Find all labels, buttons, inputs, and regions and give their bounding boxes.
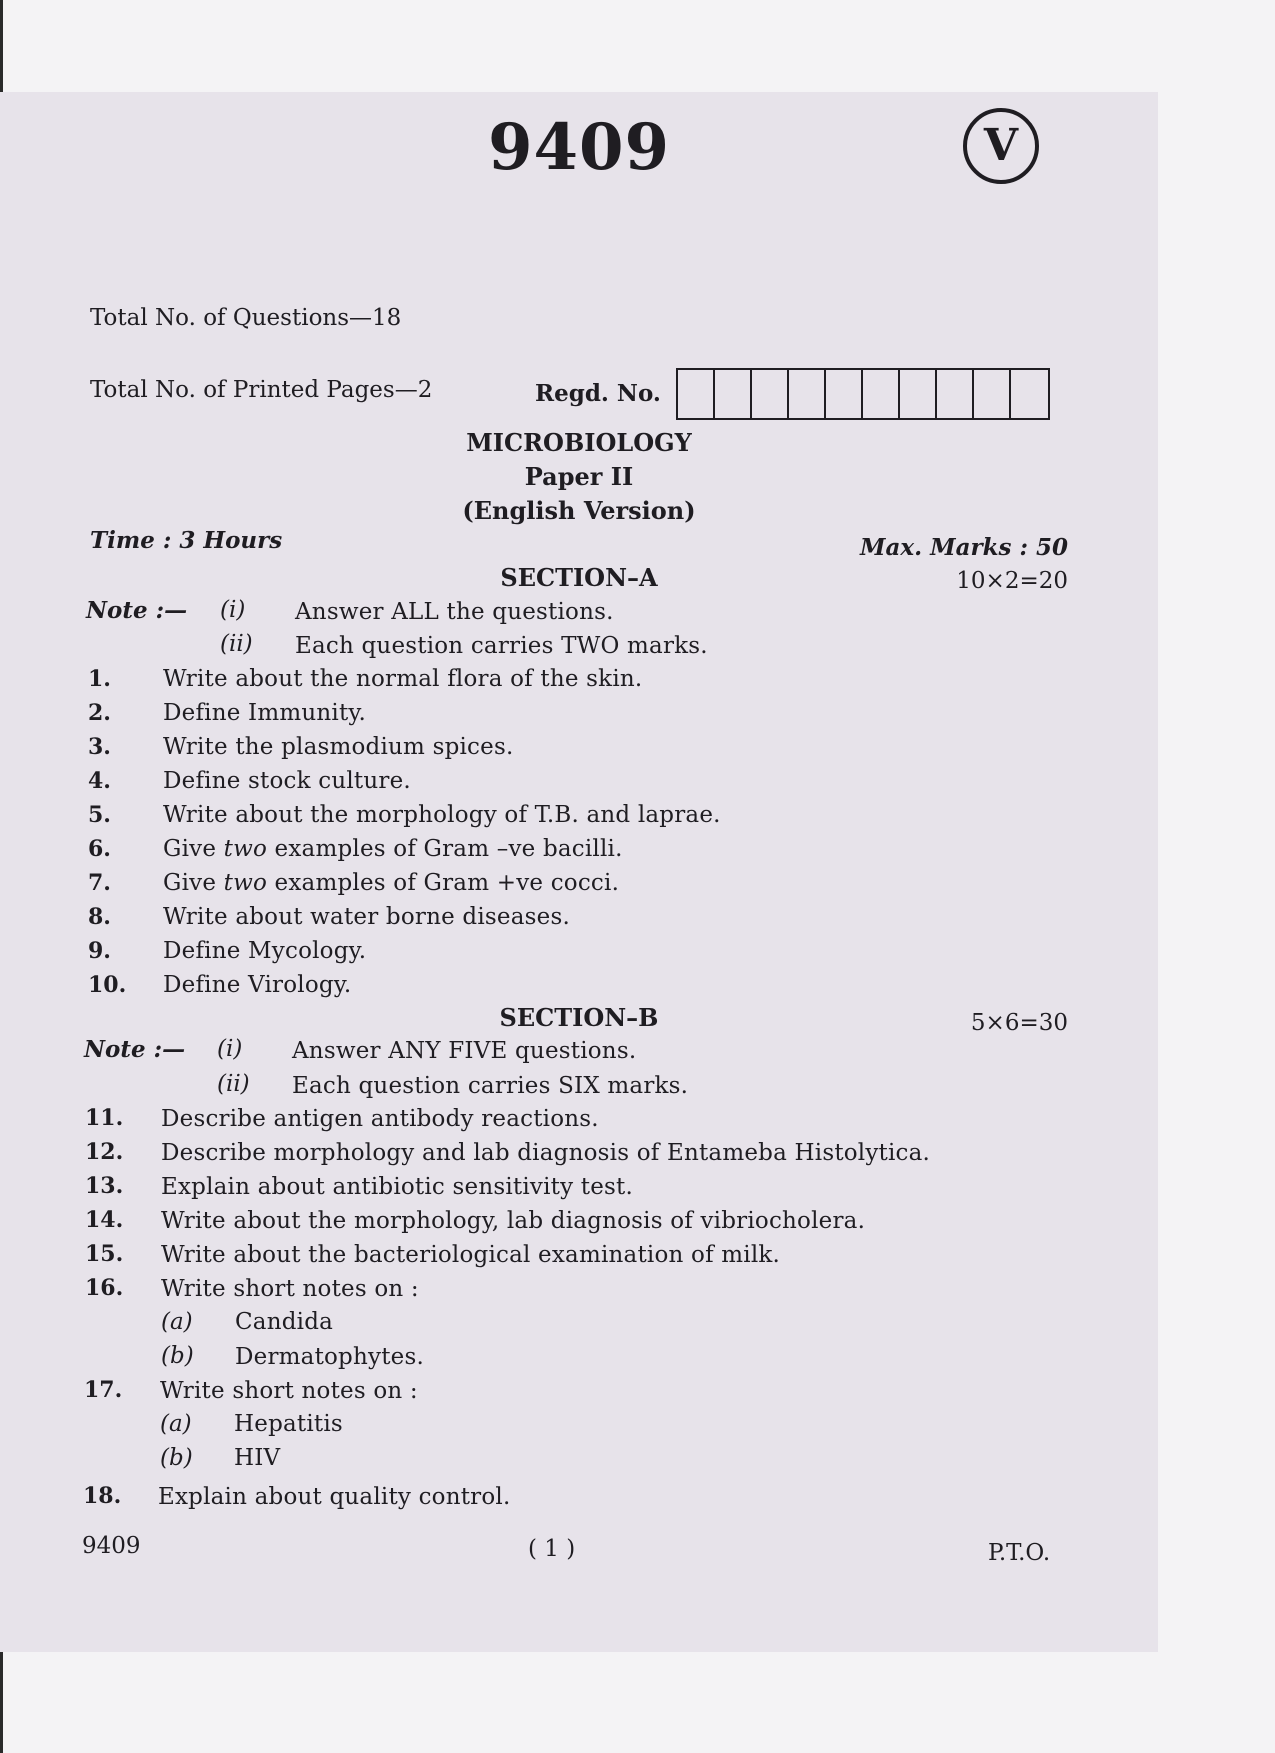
subpart-text: Hepatitis <box>234 1411 343 1437</box>
regd-cell[interactable] <box>715 370 752 418</box>
time-allowed: Time : 3 Hours <box>90 527 283 554</box>
total-questions-text: Total No. of Questions—18 <box>90 305 402 331</box>
note-roman: (ii) <box>220 631 253 657</box>
section-b-heading: SECTION–B <box>499 1003 659 1032</box>
paper-code: 9409 <box>487 110 671 185</box>
subpart-text: HIV <box>234 1445 281 1471</box>
note-roman: (i) <box>217 1036 243 1062</box>
subpart-label: (b) <box>161 1343 194 1369</box>
pto-label: P.T.O. <box>988 1540 1051 1566</box>
total-pages: Total No. of Printed Pages—2 <box>90 377 433 403</box>
note-text: Answer ALL the questions. <box>295 599 614 625</box>
note-text: Answer ANY FIVE questions. <box>292 1038 637 1064</box>
question-number: 14. <box>85 1207 124 1233</box>
note-text: Each question carries TWO marks. <box>295 633 708 659</box>
section-a-heading: SECTION–A <box>500 563 658 592</box>
question-number: 18. <box>83 1483 122 1509</box>
subject-title: MICROBIOLOGY <box>466 428 692 457</box>
question-text: Write about the morphology of T.B. and laprae. <box>163 802 721 828</box>
version-badge: V <box>963 108 1039 184</box>
subpart-text: Dermatophytes. <box>235 1344 424 1370</box>
total-questions <box>90 305 401 331</box>
question-text <box>163 836 623 862</box>
section-b-marks: 5×6=30 <box>970 1010 1068 1036</box>
regd-cell[interactable] <box>863 370 900 418</box>
regd-cell[interactable] <box>752 370 789 418</box>
question-text: Define stock culture. <box>163 768 411 794</box>
question-number: 15. <box>85 1241 124 1267</box>
regd-cell[interactable] <box>900 370 937 418</box>
question-text-post: examples of Gram –ve bacilli. <box>267 836 623 862</box>
subpart-label: (b) <box>160 1445 193 1471</box>
question-number: 17. <box>84 1377 123 1403</box>
question-text-pre: Give <box>163 836 224 862</box>
question-text: Explain about quality control. <box>158 1484 511 1510</box>
subpart-label: (a) <box>161 1309 193 1335</box>
question-number: 11. <box>85 1105 124 1131</box>
question-number: 12. <box>85 1139 124 1165</box>
section-b-note-label: Note :— <box>84 1036 186 1063</box>
section-a-marks: 10×2=20 <box>956 568 1068 594</box>
question-number: 3. <box>88 734 111 760</box>
question-number: 16. <box>85 1275 124 1301</box>
question-number: 2. <box>88 700 111 726</box>
regd-label: Regd. No. <box>535 380 661 407</box>
question-text: Define Mycology. <box>163 938 367 964</box>
question-text-emphasis: two <box>223 836 268 862</box>
regd-cell[interactable] <box>826 370 863 418</box>
note-roman: (ii) <box>217 1071 250 1097</box>
regd-cell[interactable] <box>789 370 826 418</box>
regd-cell[interactable] <box>937 370 974 418</box>
question-text-pre: Give <box>163 870 224 896</box>
regd-cell[interactable] <box>974 370 1011 418</box>
question-number: 1. <box>88 666 111 692</box>
subpart-text: Candida <box>235 1309 334 1335</box>
question-text: Define Immunity. <box>163 700 367 726</box>
question-number: 4. <box>88 768 111 794</box>
question-number: 5. <box>88 802 111 828</box>
note-text: Each question carries SIX marks. <box>292 1073 689 1099</box>
section-a-note-label: Note :— <box>86 597 188 624</box>
question-number: 10. <box>88 972 127 998</box>
footer-code: 9409 <box>82 1533 141 1559</box>
max-marks: Max. Marks : 50 <box>860 534 1068 561</box>
question-text: Write about the morphology, lab diagnosis of vibriocholera. <box>161 1208 866 1234</box>
page-number: ( 1 ) <box>528 1536 576 1562</box>
question-text-post: examples of Gram +ve cocci. <box>267 870 620 896</box>
question-number: 6. <box>88 836 111 862</box>
question-text-emphasis: two <box>223 870 268 896</box>
question-text: Write the plasmodium spices. <box>163 734 514 760</box>
question-text: Write short notes on : <box>161 1276 419 1302</box>
regd-number-boxes[interactable] <box>676 368 1050 420</box>
question-text <box>163 870 619 896</box>
question-text: Describe morphology and lab diagnosis of Entameba Histolytica. <box>161 1140 931 1166</box>
question-number: 13. <box>85 1173 124 1199</box>
question-text: Explain about antibiotic sensitivity test. <box>161 1174 634 1200</box>
question-text: Describe antigen antibody reactions. <box>161 1106 599 1132</box>
paper-number: Paper II <box>524 462 634 491</box>
question-text: Define Virology. <box>163 972 352 998</box>
question-number: 8. <box>88 904 111 930</box>
question-text: Write about the bacteriological examination of milk. <box>161 1242 781 1268</box>
subpart-label: (a) <box>160 1411 192 1437</box>
regd-cell[interactable] <box>1011 370 1048 418</box>
question-number: 9. <box>88 938 111 964</box>
regd-cell[interactable] <box>678 370 715 418</box>
question-text: Write about the normal flora of the skin. <box>163 666 643 692</box>
version-title: (English Version) <box>462 496 696 525</box>
question-text: Write short notes on : <box>160 1378 418 1404</box>
note-roman: (i) <box>220 597 246 623</box>
question-number: 7. <box>88 870 111 896</box>
question-text: Write about water borne diseases. <box>163 904 570 930</box>
